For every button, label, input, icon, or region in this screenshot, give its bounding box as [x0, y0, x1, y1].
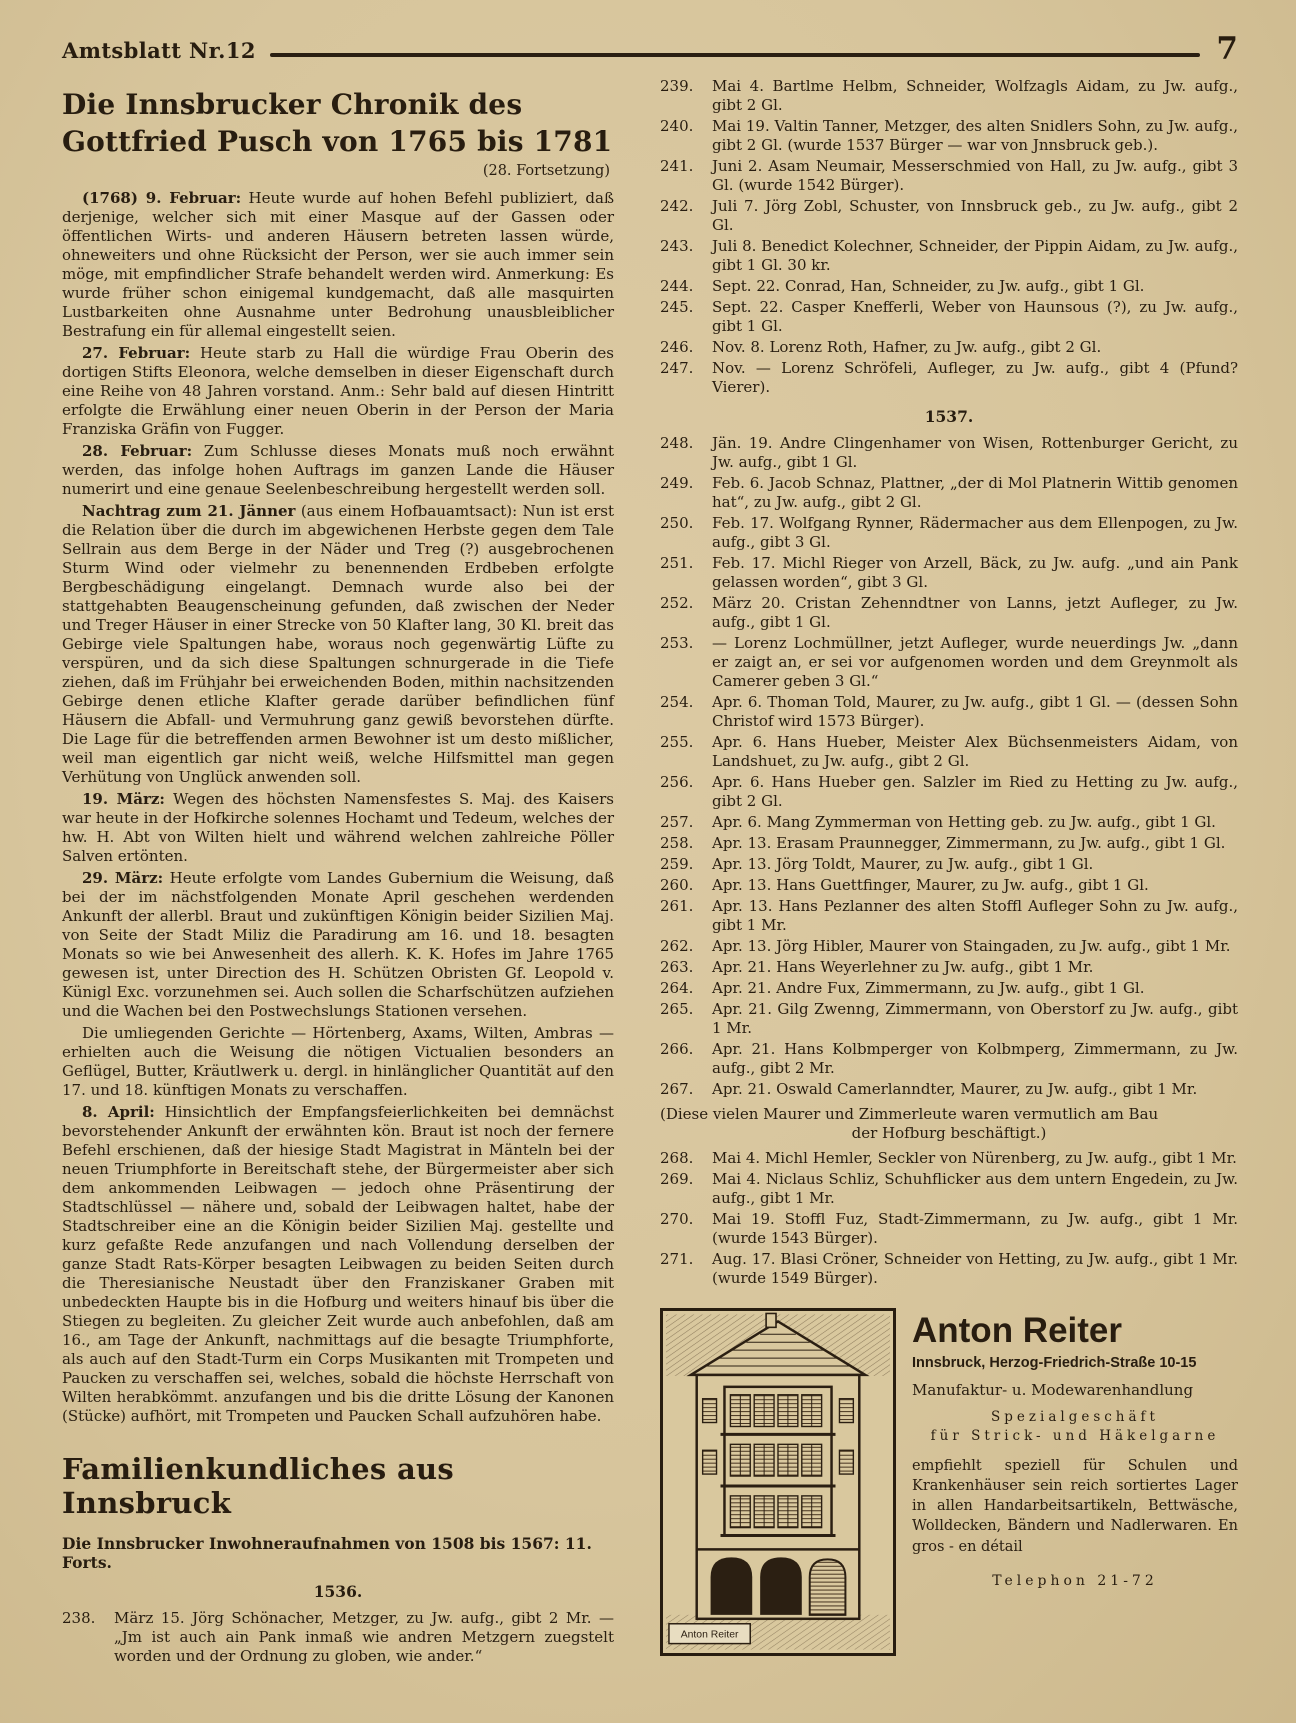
register-entry	[660, 1170, 1238, 1208]
entry-number: 238.	[62, 1608, 96, 1627]
entry-text: Jän. 19. Andre Clingenhamer von Wisen, Rottenburger Gericht, zu Jw. aufg., gibt 1 Gl.	[712, 434, 1238, 471]
paragraph-date-lead: 29. März:	[82, 868, 164, 887]
register-entry	[660, 1000, 1238, 1038]
entry-text: Juni 2. Asam Neumair, Messerschmied von Hall, zu Jw. aufg., gibt 3 Gl. (wurde 1542 Bürger).	[712, 157, 1238, 194]
entry-text: Apr. 6. Hans Hueber gen. Salzler im Ried zu Hetting zu Jw. aufg., gibt 2 Gl.	[712, 773, 1238, 810]
paragraph-text: Wegen des höchsten Namensfestes S. Maj. des Kaisers war heute in der Hofkirche solennes Hochamt und Tedeum, welches der hw. H. Abt von Wilten hielt und während welchen zahlreiche Pöller Salven ertönten.	[62, 789, 614, 865]
page-header	[62, 31, 1238, 67]
ad-company-name: Anton Reiter	[912, 1311, 1122, 1350]
article-title-line1: Die Innsbrucker Chronik des	[62, 88, 523, 121]
register-entry	[660, 514, 1238, 552]
entry-number: 246.	[660, 338, 694, 356]
chronik-paragraph	[62, 869, 614, 1021]
register-entry	[660, 298, 1238, 336]
continuation-note: (28. Fortsetzung)	[482, 162, 610, 179]
entry-text: Feb. 17. Michl Rieger von Arzell, Bäck, zu Jw. aufg. „und ain Pank gelassen worden“, gibt 3 Gl.	[712, 554, 1238, 591]
register-entry	[660, 834, 1238, 853]
entry-text: Feb. 6. Jacob Schnaz, Plattner, „der di Mol Platnerin Wittib genomen hat“, zu Jw. aufg., gibt 2 Gl.	[712, 474, 1238, 511]
register-entry	[660, 1080, 1238, 1099]
ad-trade-line: Manufaktur- u. Modewarenhandlung	[912, 1380, 1194, 1399]
register-entry	[660, 277, 1238, 296]
entry-text: Apr. 21. Gilg Zwenng, Zimmermann, von Oberstorf zu Jw. aufg., gibt 1 Mr.	[712, 1000, 1238, 1037]
register-entry	[660, 634, 1238, 691]
entry-number: 249.	[660, 474, 694, 492]
ad-text-block	[912, 1308, 1238, 1656]
register-entry	[660, 855, 1238, 874]
ad-phone: Telephon 21-72	[992, 1572, 1158, 1589]
right-column	[660, 77, 1238, 1656]
register-entry	[660, 733, 1238, 771]
year-1536-heading: 1536.	[313, 1581, 363, 1601]
entry-text: Apr. 6. Mang Zymmerman von Hetting geb. zu Jw. aufg., gibt 1 Gl.	[712, 813, 1216, 831]
register-entry	[660, 1149, 1238, 1168]
entry-text: Nov. 8. Lorenz Roth, Hafner, zu Jw. aufg., gibt 2 Gl.	[712, 338, 1102, 356]
entry-text: Juli 8. Benedict Kolechner, Schneider, der Pippin Aidam, zu Jw. aufg., gibt 1 Gl. 30 kr.	[712, 237, 1238, 274]
entry-number: 248.	[660, 434, 694, 452]
entry-text: Apr. 13. Jörg Hibler, Maurer von Staingaden, zu Jw. aufg., gibt 1 Mr.	[712, 937, 1231, 955]
editor-note-line1: (Diese vielen Maurer und Zimmerleute waren vermutlich am Bau	[660, 1105, 1159, 1123]
paragraph-text: (aus einem Hofbauamtsact): Nun ist erst die Relation über die durch im abgewichenen Herbste gegen dem Tale Sellrain aus dem Berge in der Näder und Treg (?) ausgebrochenen Sturm Wind oder vielmehr zu benennenden Erdbeben erfolgte Bergbeschädigung eingelangt. Demnach wurde also bei der stattgehabten Beaugenscheinung gefunden, daß zwischen der Neder und Treger Häuser in einer Strecke von 50 Klafter lang, 30 Kl. breit das Gebirge viele Spaltungen habe, woraus noch gegenwärtig Lüfte zu verspüren, und da sich diese Spaltungen schnurgerade in die Tiefe ziehen, daß im Frühjahr bei erweichenden Boden, mithin nachsitzenden Gebirge denen etliche Klafter gerade darüber befindlichen fünf Häusern die Abfall- und Vermuhrung ganz gewiß bevorstehen dürfte. Die Lage für die betreffenden armen Bewohner ist um desto mißlicher, weil man eigentlich gar nicht weiß, welche Hilfsmittel man gegen Verhütung von Unglück anwenden soll.	[62, 501, 614, 786]
paragraph-text: Heute wurde auf hohen Befehl publiziert, daß derjenige, welcher sich mit einer Masque auf der Gassen oder öffentlichen Wirts- und anderen Häusern betreten lassen würde, ohneweiters und ohne Rücksicht der Person, wer sie auch immer sein möge, mit empfindlicher Strafe behandelt werden wird. Anmerkung: Es wurde früher schon einigemal kundgemacht, daß alle masquirten Lustbarkeiten ohne Ausnahme unter Bedrohung unausbleiblicher Bestrafung ein für allemal eingestellt seien.	[62, 188, 614, 340]
entry-number: 270.	[660, 1210, 694, 1228]
register-entry	[660, 594, 1238, 632]
entry-text: Apr. 13. Jörg Toldt, Maurer, zu Jw. aufg., gibt 1 Gl.	[712, 855, 1094, 873]
article-title	[62, 87, 614, 161]
register-entry	[660, 237, 1238, 275]
entry-number: 251.	[660, 554, 694, 572]
paragraph-text: Hinsichtlich der Empfangsfeierlichkeiten bei demnächst bevorstehender Ankunft der erwähnten kön. Braut ist noch der fernere Befehl erschienen, daß der hiesige Stadt Magistrat in Mänteln bei der neuen Triumphforte in Bereitschaft stehe, der Bürgermeister aber sich dem ankommenden Leibwagen — jedoch ohne Präsentirung der Stadtschlüssel — nähere und, sobald der Leibwagen haltet, habe der Stadtschreiber eine an die Königin beider Sizilien Maj. gestellte und kurz gefaßte Rede anzufangen und nach Vollendung derselben der ganze Stadt Rats-Körper besagten Leibwagen zu beiden Seiten durch die Theresianische Neustadt über den Franziskaner Graben mit unbedeckten Haupte bis in die Hofburg und weiters hinauf bis über die Stiegen zu begleiten. Zu gleicher Zeit wurde auch anbefohlen, daß am 16., am Tage der Ankunft, nachmittags auf die besagte Triumphforte, als auch auf den Stadt-Turm ein Corps Musikanten mit Trompeten und Paucken zu verschaffen sei, welches, sobald die höchste Herrschaft von Wilten herabkömmt. anzufangen und bis die dritte Lösung der Kanonen (Stücke) aufhört, mit Trompeten und Paucken Schall aufzuhören habe.	[62, 1102, 614, 1425]
paragraph-date-lead: 27. Februar:	[82, 343, 191, 362]
entries-1537-continued	[660, 1149, 1238, 1288]
register-entry	[660, 359, 1238, 397]
entry-text: — Lorenz Lochmüllner, jetzt Aufleger, wurde neuerdings Jw. „dann er zaigt an, er sei vor aufgenomen worden und dem Greynmolt als Camerer geben 3 Gl.“	[712, 634, 1238, 690]
entry-number: 266.	[660, 1040, 694, 1058]
register-entry	[660, 197, 1238, 235]
register-entry	[660, 813, 1238, 832]
entry-text: Mai 4. Michl Hemler, Seckler von Nürenberg, zu Jw. aufg., gibt 1 Mr.	[712, 1149, 1237, 1167]
left-column	[62, 77, 614, 1668]
register-entry	[660, 157, 1238, 195]
entry-number: 240.	[660, 117, 694, 135]
entry-text: Apr. 21. Hans Weyerlehner zu Jw. aufg., gibt 1 Mr.	[712, 958, 1094, 976]
entries-1537	[660, 434, 1238, 1099]
entry-number: 247.	[660, 359, 694, 377]
entry-text: Apr. 21. Oswald Camerlanndter, Maurer, zu Jw. aufg., gibt 1 Mr.	[712, 1080, 1198, 1098]
building-woodcut-icon	[663, 1311, 893, 1653]
paragraph-date-lead: (1768) 9. Februar:	[82, 188, 242, 207]
register-entry	[62, 1609, 614, 1666]
ad-specialty-line1: Spezialgeschäft	[991, 1408, 1159, 1425]
entry-text: Aug. 17. Blasi Cröner, Schneider von Hetting, zu Jw. aufg., gibt 1 Mr. (wurde 1549 Bürger).	[712, 1250, 1238, 1287]
register-entry	[660, 434, 1238, 472]
chronik-paragraph	[62, 442, 614, 499]
entry-text: Sept. 22. Casper Knefferli, Weber von Haunsous (?), zu Jw. aufg., gibt 1 Gl.	[712, 298, 1238, 335]
register-entry	[660, 117, 1238, 155]
entry-number: 265.	[660, 1000, 694, 1018]
entry-text: Sept. 22. Conrad, Han, Schneider, zu Jw. aufg., gibt 1 Gl.	[712, 277, 1145, 295]
register-entry	[660, 77, 1238, 115]
chronik-paragraph	[62, 1103, 614, 1426]
entry-number: 245.	[660, 298, 694, 316]
entry-text: Apr. 13. Hans Pezlanner des alten Stoffl Aufleger Sohn zu Jw. aufg., gibt 1 Mr.	[712, 897, 1238, 934]
entry-number: 243.	[660, 237, 694, 255]
entry-number: 255.	[660, 733, 694, 751]
entry-number: 262.	[660, 937, 694, 955]
entry-number: 257.	[660, 813, 694, 831]
page-columns	[62, 77, 1238, 1668]
entry-text: Mai 4. Niclaus Schliz, Schuhflicker aus dem untern Engedein, zu Jw. aufg., gibt 1 Mr.	[712, 1170, 1238, 1207]
entry-number: 256.	[660, 773, 694, 791]
entry-text: Apr. 21. Andre Fux, Zimmermann, zu Jw. aufg., gibt 1 Gl.	[712, 979, 1145, 997]
entry-number: 258.	[660, 834, 694, 852]
register-entry	[660, 1250, 1238, 1288]
entry-number: 252.	[660, 594, 694, 612]
entry-number: 244.	[660, 277, 694, 295]
register-entry	[660, 554, 1238, 592]
register-entry	[660, 937, 1238, 956]
entry-text: Mai 19. Valtin Tanner, Metzger, des alten Snidlers Sohn, zu Jw. aufg., gibt 2 Gl. (wurde 1537 Bürger — war von Jnnsbruck geb.).	[712, 117, 1238, 154]
register-entry	[660, 958, 1238, 977]
advertisement	[660, 1308, 1238, 1656]
register-entry	[660, 773, 1238, 811]
article-title-line2: Gottfried Pusch von 1765 bis 1781	[62, 124, 613, 158]
entry-number: 268.	[660, 1149, 694, 1167]
register-entry	[660, 474, 1238, 512]
paragraph-date-lead: 28. Februar:	[82, 441, 193, 460]
chronik-paragraph	[62, 1024, 614, 1100]
entry-number: 269.	[660, 1170, 694, 1188]
entries-1536-right	[660, 77, 1238, 397]
ad-body-text: empfiehlt speziell für Schulen und Krankenhäuser sein reich sortiertes Lager in allen Handarbeitsartikeln, Bettwäsche, Wolldecken, Bändern und Nadlerwaren. En gros - en détail	[912, 1457, 1238, 1555]
entry-text: Feb. 17. Wolfgang Rynner, Rädermacher aus dem Ellenpogen, zu Jw. aufg., gibt 3 Gl.	[712, 514, 1238, 551]
ad-specialty-line2: für Strick- und Häkelgarne	[930, 1427, 1220, 1444]
entry-text: Apr. 6. Thoman Told, Maurer, zu Jw. aufg., gibt 1 Gl. — (dessen Sohn Christof wird 1573 Bürger).	[712, 693, 1238, 730]
editor-note	[660, 1105, 1238, 1143]
paragraph-text: Die umliegenden Gerichte — Hörtenberg, Axams, Wilten, Ambras — erhielten auch die Weisung die nötigen Victualien besonders an Geflügel, Butter, Kräutlwerk u. dergl. in hinlänglicher Quantität auf den 17. und 18. künftigen Monats zu verschaffen.	[62, 1023, 614, 1099]
entry-text: Apr. 13. Erasam Praunnegger, Zimmermann, zu Jw. aufg., gibt 1 Gl.	[712, 834, 1226, 852]
entry-text: Mai 4. Bartlme Helbm, Schneider, Wolfzagls Aidam, zu Jw. aufg., gibt 2 Gl.	[712, 77, 1238, 114]
entry-number: 242.	[660, 197, 694, 215]
chronik-paragraph	[62, 189, 614, 341]
masthead: Amtsblatt Nr.12	[62, 38, 256, 63]
ad-address: Innsbruck, Herzog-Friedrich-Straße 10-15	[912, 1354, 1197, 1371]
entry-text: März 20. Cristan Zehenndtner von Lanns, jetzt Aufleger, zu Jw. aufg., gibt 1 Gl.	[712, 594, 1238, 631]
familienkunde-heading: Familienkundliches aus Innsbruck	[62, 1451, 455, 1520]
entry-number: 260.	[660, 876, 694, 894]
entry-text: Apr. 13. Hans Guettfinger, Maurer, zu Jw. aufg., gibt 1 Gl.	[712, 876, 1149, 894]
page-number: 7	[1216, 31, 1238, 67]
paragraph-date-lead: 8. April:	[82, 1102, 155, 1121]
register-entry	[660, 897, 1238, 935]
header-rule	[270, 53, 1201, 57]
chronik-paragraph	[62, 790, 614, 866]
entry-text: März 15. Jörg Schönacher, Metzger, zu Jw. aufg., gibt 2 Mr. — „Jm ist auch ain Pank inmaß wie andren Metzgern zuegstelt worden und der Ordnung zu globen, wie ander.“	[114, 1608, 614, 1665]
entry-text: Apr. 6. Hans Hueber, Meister Alex Büchsenmeisters Aidam, von Landshuet, zu Jw. aufg., gibt 2 Gl.	[712, 733, 1238, 770]
entry-number: 253.	[660, 634, 694, 652]
entry-text: Juli 7. Jörg Zobl, Schuster, von Innsbruck geb., zu Jw. aufg., gibt 2 Gl.	[712, 197, 1238, 234]
register-entry	[660, 979, 1238, 998]
paragraph-text: Heute starb zu Hall die würdige Frau Oberin des dortigen Stifts Eleonora, welche demselben in dieser Eigenschaft durch eine Reihe von 48 Jahren vorstand. Anm.: Sehr bald auf diesen Hintritt erfolgte die Erwählung einer neuen Oberin in der Person der Maria Franziska Gräfin von Fugger.	[62, 343, 614, 438]
register-entry	[660, 1040, 1238, 1078]
familienkunde-subtitle: Die Innsbrucker Inwohneraufnahmen von 1508 bis 1567: 11. Forts.	[62, 1533, 592, 1572]
entry-number: 263.	[660, 958, 694, 976]
ad-image-caption: Anton Reiter	[680, 1629, 739, 1641]
register-entry	[660, 1210, 1238, 1248]
chronik-paragraph	[62, 344, 614, 439]
paragraph-text: Heute erfolgte vom Landes Gubernium die Weisung, daß bei der im nächstfolgenden Monate April geschehen werdenden Ankunft der allerbl. Braut und zukünftigen Königin beider Sizilien Maj. von Seite der Stadt Miliz die Paradirung am 16. und 18. besagten Monats so wie bei Anwesenheit des allerh. K. K. Hofes im Jahre 1765 gewesen ist, unter Direction des H. Schützen Obristen Gf. Leopold v. Künigl Exc. vorzunehmen sei. Auch sollen die Scharfschützen aufziehen und die Wachen bei den Postwechslungs Stationen versehen.	[62, 868, 614, 1020]
register-entry	[660, 338, 1238, 357]
entry-text: Mai 19. Stoffl Fuz, Stadt-Zimmermann, zu Jw. aufg., gibt 1 Mr. (wurde 1543 Bürger).	[712, 1210, 1238, 1247]
ad-woodcut-image	[660, 1308, 896, 1656]
paragraph-date-lead: 19. März:	[82, 789, 165, 808]
entry-number: 239.	[660, 77, 694, 95]
chronik-paragraphs	[62, 189, 614, 1426]
year-1537-heading: 1537.	[924, 407, 974, 426]
register-entry	[660, 876, 1238, 895]
entry-number: 241.	[660, 157, 694, 175]
paragraph-text: Zum Schlusse dieses Monats muß noch erwähnt werden, das infolge hohen Auftrags im ganzen Lande die Häuser numerirt und eine genaue Seelenbeschreibung hergestellt werden soll.	[62, 441, 614, 498]
paragraph-date-lead: Nachtrag zum 21. Jänner	[82, 501, 296, 520]
entry-text: Apr. 21. Hans Kolbmperger von Kolbmperg, Zimmermann, zu Jw. aufg., gibt 2 Mr.	[712, 1040, 1238, 1077]
entry-number: 259.	[660, 855, 694, 873]
entry-number: 267.	[660, 1080, 694, 1098]
entry-number: 254.	[660, 693, 694, 711]
entry-number: 261.	[660, 897, 694, 915]
entries-1536-left	[62, 1609, 614, 1666]
chronik-paragraph	[62, 502, 614, 787]
register-entry	[660, 693, 1238, 731]
entry-number: 264.	[660, 979, 694, 997]
entry-number: 271.	[660, 1250, 694, 1268]
editor-note-line2: der Hofburg beschäftigt.)	[851, 1124, 1047, 1142]
entry-text: Nov. — Lorenz Schröfeli, Aufleger, zu Jw. aufg., gibt 4 (Pfund? Vierer).	[712, 359, 1238, 396]
entry-number: 250.	[660, 514, 694, 532]
